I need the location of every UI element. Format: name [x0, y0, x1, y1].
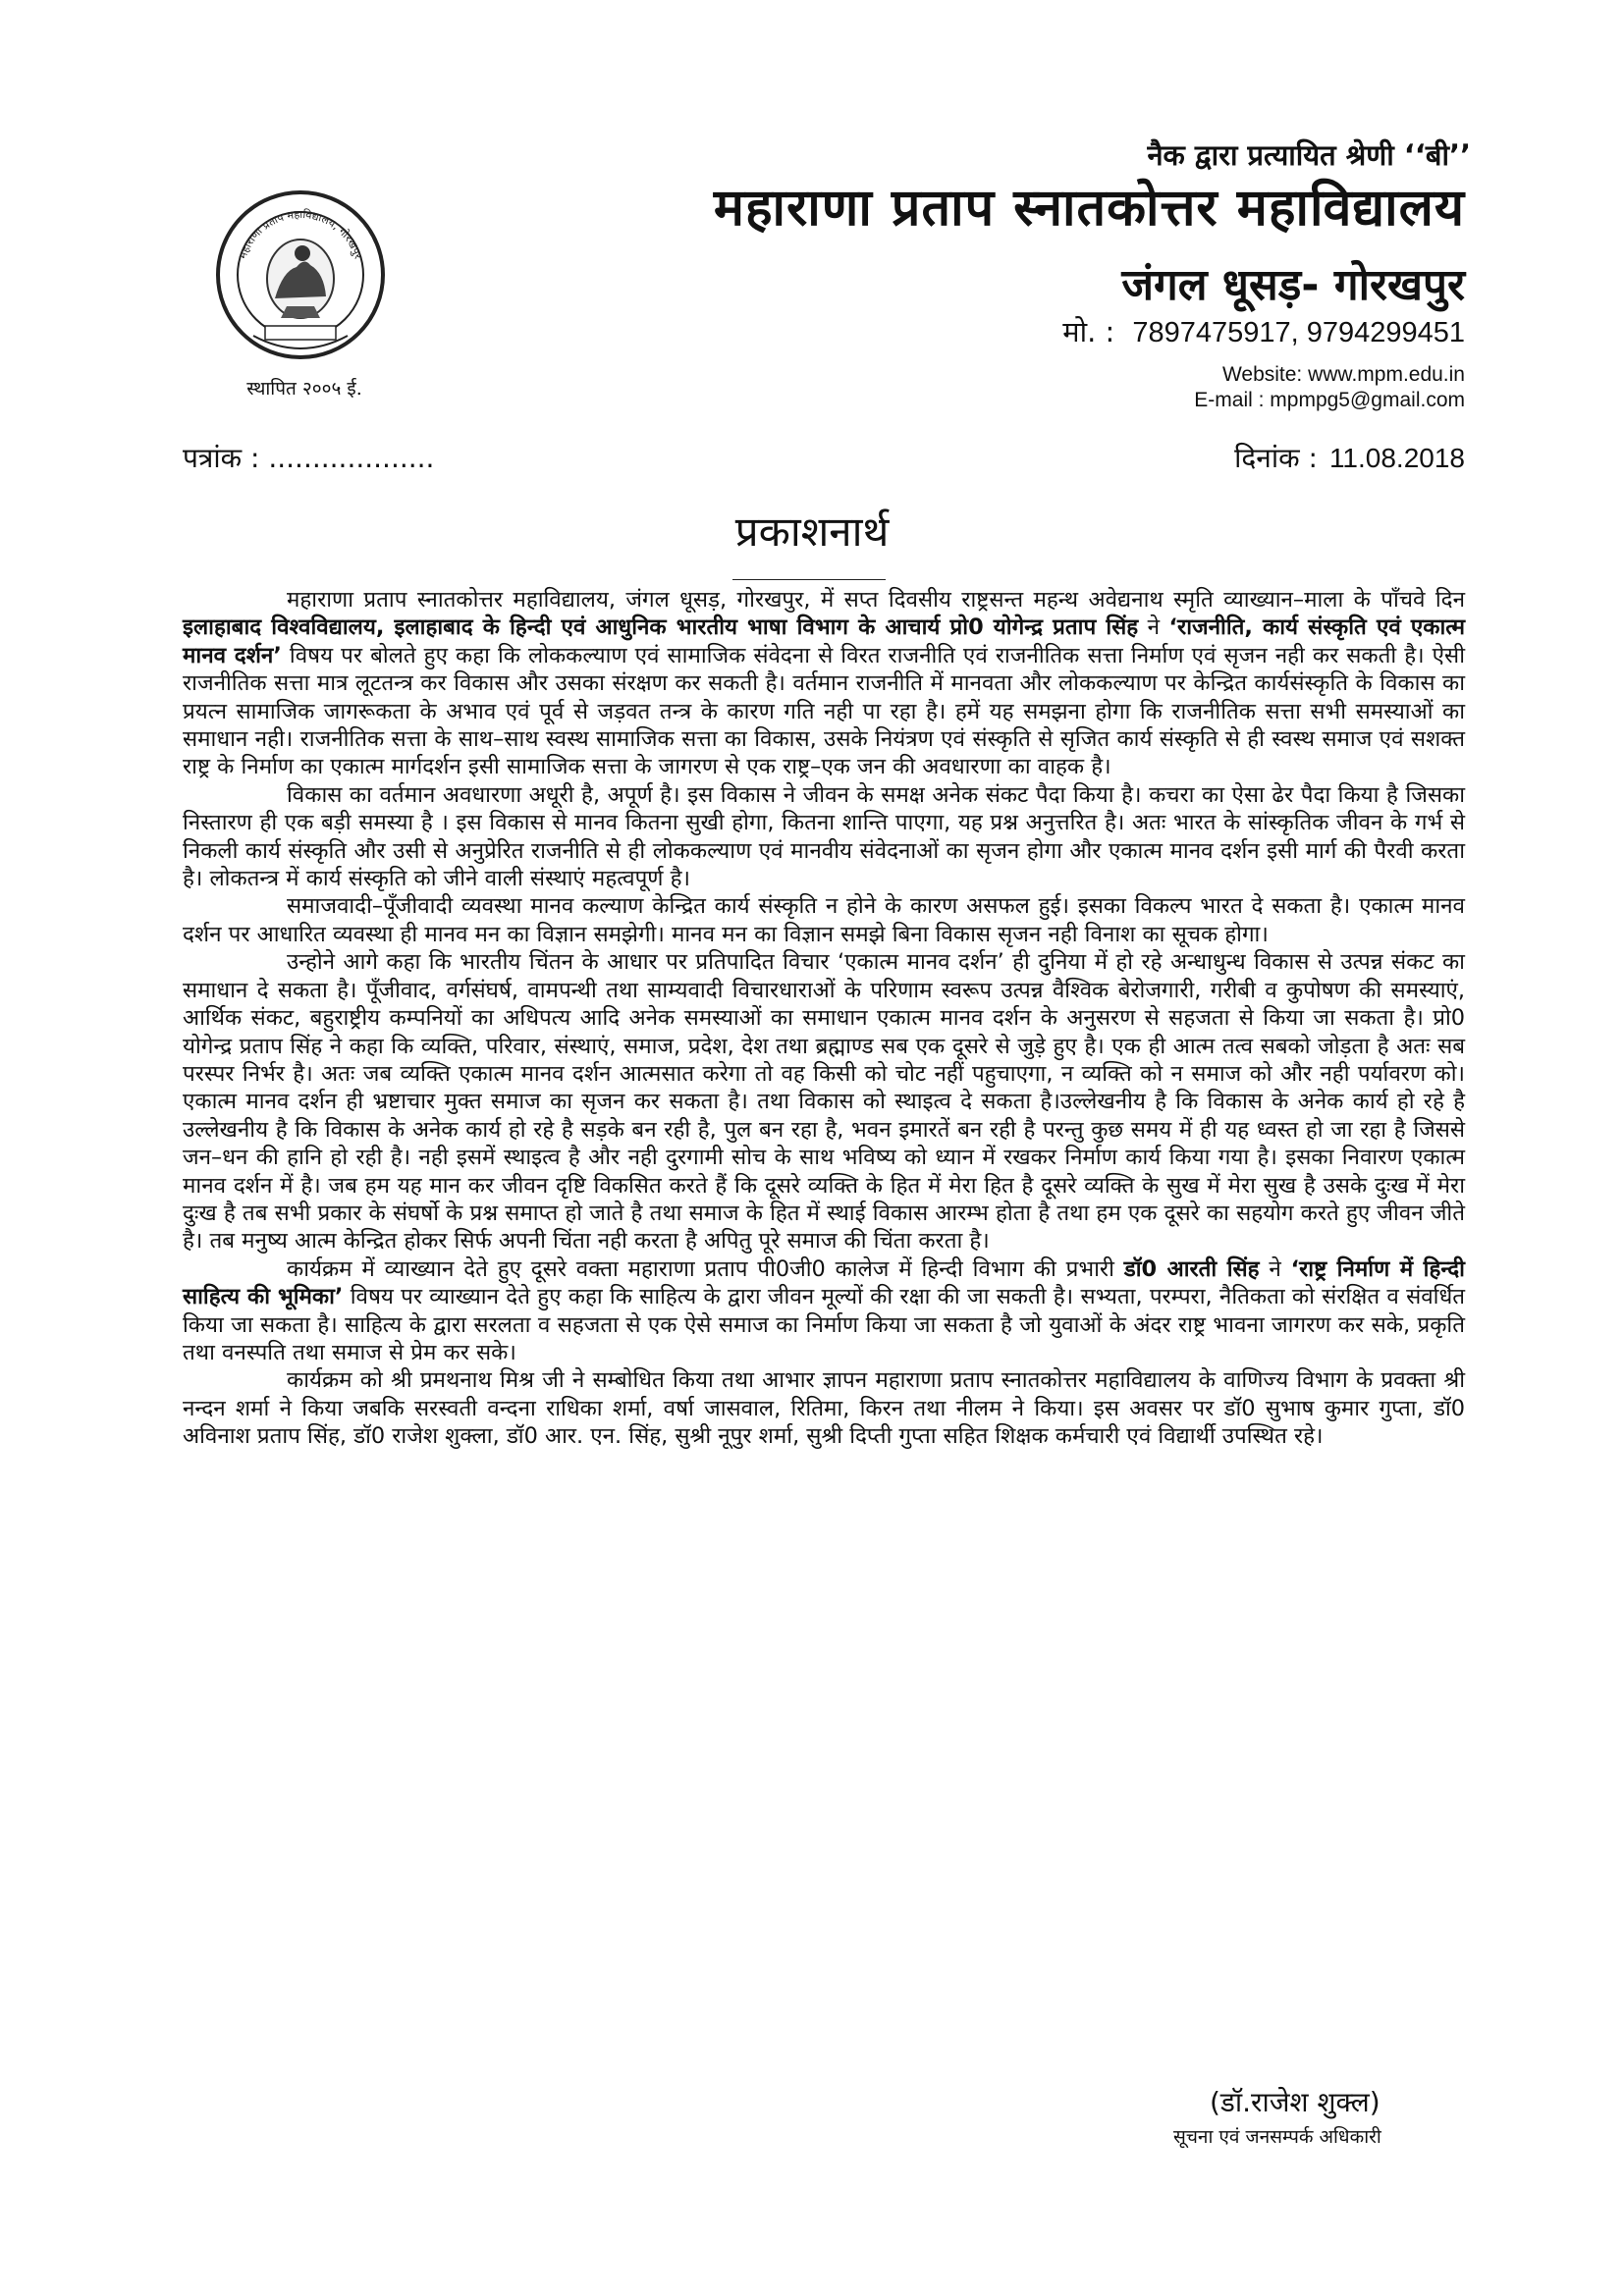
bold-text-run: डॉ0 आरती सिंह: [1123, 1255, 1260, 1282]
accreditation-grade: नैक द्वारा प्रत्यायित श्रेणी ‘‘बी’’: [1147, 138, 1471, 172]
bold-text-run: ‘राजनीति, कार्य संस्कृति एवं एकात्म मानव दर्शन’: [183, 614, 1465, 668]
text-run: ने: [1259, 1255, 1291, 1282]
bold-text-run: इलाहाबाद विश्वविद्यालय, इलाहाबाद के हिन्दी एवं आधुनिक भारतीय भाषा विभाग के आचार्य प्रो0 योगेन्द्र प्रताप सिंह: [183, 614, 1139, 641]
date-label: दिनांक :: [1234, 442, 1318, 474]
press-release-body: [183, 586, 1465, 1451]
signatory-title: सूचना एवं जनसम्पर्क अधिकारी: [1173, 2126, 1381, 2148]
established-year: स्थापित २००५ ई.: [246, 378, 362, 400]
text-run: विषय पर व्याख्यान देते हुए कहा कि साहित्य के द्वारा जीवन मूल्यों की रक्षा की जा सकती है। सभ्यता, परम्परा, नैतिकता को संरक्षित व संवर्धित किया जा सकता है। साहित्य के द्वारा सरलता व सहजता से एक ऐसे समाज का निर्माण किया जा सकता है जो युवाओं के अंदर राष्ट्र भावना जागरण कर सके, प्रकृति तथा वनस्पति तथा समाज से प्रेम कर सके।: [183, 1284, 1465, 1365]
paragraph-4: उन्होने आगे कहा कि भारतीय चिंतन के आधार पर प्रतिपादित विचार ‘एकात्म मानव दर्शन’ ही दुनिया में हो रहे अन्धाधुन्ध विकास से उत्पन्न संकट का समाधान दे सकता है। पूँजीवाद, वर्गसंघर्ष, वामपन्थी तथा साम्यवादी विचारधाराओं के परिणाम स्वरूप उत्पन्न वैश्विक बेरोजगारी, गरीबी व कुपोषण की समस्याएं, आर्थिक संकट, बहुराष्ट्रीय कम्पनियों का अधिपत्य आदि अनेक समस्याओं का समाधान एकात्म मानव दर्शन के अनुसरण से सहजता से किया जा सकता है। प्रो0 योगेन्द्र प्रताप सिंह ने कहा कि व्यक्ति, परिवार, संस्थाएं, समाज, प्रदेश, देश तथा ब्रह्माण्ड सब एक दूसरे से जुड़े हुए है। एक ही आत्म तत्व सबको जोड़ता है अतः सब परस्पर निर्भर है। अतः जब व्यक्ति एकात्म मानव दर्शन आत्मसात करेगा तो वह किसी को चोट नहीं पहुचाएगा, न व्यक्ति को न समाज को और नही पर्यावरण को। एकात्म मानव दर्शन ही भ्रष्टाचार मुक्त समाज का सृजन कर सकता है। तथा विकास को स्थाइत्व दे सकता है।उल्लेखनीय है कि विकास के अनेक कार्य हो रहे है उल्लेखनीय है कि विकास के अनेक कार्य हो रहे है सड़के बन रही है, पुल बन रहा है, भवन इमारतें बन रही है परन्तु कुछ समय में ही यह ध्वस्त हो जा रहा है जिससे जन–धन की हानि हो रही है। नही इसमें स्थाइत्व है और नही दुरगामी सोच के साथ भविष्य को ध्यान में रखकर निर्माण कार्य किया गया है। इसका निवारण एकात्म मानव दर्शन में है। जब हम यह मान कर जीवन दृष्टि विकसित करते हैं कि दूसरे व्यक्ति के हित में मेरा हित है दूसरे व्यक्ति के सुख में मेरा सुख है उसके दुःख में मेरा दुःख है तब सभी प्रकार के संघर्षो के प्रश्न समाप्त हो जाते है तथा समाज के हित में स्थाई विकास आरम्भ होता है तथा हम एक दूसरे का सहयोग करते हुए जीवन जीते है। तब मनुष्य आत्म केन्द्रित होकर सिर्फ अपनी चिंता नही करता है अपितु पूरे समाज की चिंता करता है।: [183, 949, 1466, 1255]
email-link[interactable]: E-mail : mpmpg5@gmail.com: [1194, 389, 1465, 411]
phone-numbers: 7897475917, 9794299451: [1132, 317, 1465, 348]
paragraph-3: समाजवादी–पूँजीवादी व्यवस्था मानव कल्याण केन्द्रित कार्य संस्कृति न होने के कारण असफल हुई। इसका विकल्प भारत दे सकता है। एकात्म मानव दर्शन पर आधारित व्यवस्था ही मानव मन का विज्ञान समझेगी। मानव मन का विज्ञान समझे बिना विकास सृजन नही विनाश का सूचक होगा।: [183, 893, 1465, 947]
text-run: ने: [1138, 614, 1169, 641]
paragraph-1: [183, 586, 1465, 781]
paragraph-6: कार्यक्रम को श्री प्रमथनाथ मिश्र जी ने सम्बोधित किया तथा आभार ज्ञापन महाराणा प्रताप स्नातकोत्तर महाविद्यालय के वाणिज्य विभाग के प्रवक्ता श्री नन्दन शर्मा ने किया जबकि सरस्वती वन्दना राधिका शर्मा, वर्षा जासवाल, रितिमा, किरन तथा नीलम ने किया। इस अवसर पर डॉ0 सुभाष कुमार गुप्ता, डॉ0 अविनाश प्रताप सिंह, डॉ0 राजेश शुक्ला, डॉ0 आर. एन. सिंह, सुश्री नूपुर शर्मा, सुश्री दिप्ती गुप्ता सहित शिक्षक कर्मचारी एवं विद्यार्थी उपस्थित रहे।: [183, 1367, 1465, 1450]
letter-date: [1234, 439, 1465, 476]
heading-underline: [732, 579, 886, 580]
signatory-name: (डॉ.राजेश शुक्ल): [1210, 2086, 1380, 2118]
emblem-motto: महाराणा प्रताप महाविद्यालय, गोरखपुर: [236, 207, 365, 261]
date-value: 11.08.2018: [1328, 443, 1465, 473]
paragraph-2: विकास का वर्तमान अवधारणा अधूरी है, अपूर्ण है। इस विकास ने जीवन के समक्ष अनेक संकट पैदा किया है। कचरा का ऐसा ढेर पैदा किया है जिसका निस्तारण ही एक बड़ी समस्या है । इस विकास से मानव कितना सुखी होगा, कितना शान्ति पाएगा, यह प्रश्न अनुत्तरित है। अतः भारत के सांस्कृतिक जीवन के गर्भ से निकली कार्य संस्कृति और उसी से अनुप्रेरित राजनीति से ही लोककल्याण एवं मानवीय संवेदनाओं का सृजन होगा और एकात्म मानव दर्शन इसी मार्ग की पैरवी करता है। लोकतन्त्र में कार्य संस्कृति को जीने वाली संस्थाएं महत्वपूर्ण है।: [183, 781, 1465, 892]
college-location: जंगल धूसड़- गोरखपुर: [1121, 260, 1465, 310]
college-name: महाराणा प्रताप स्नातकोत्तर महाविद्यालय: [713, 179, 1465, 238]
text-run: कार्यक्रम में व्याख्यान देते हुए दूसरे वक्ता महाराणा प्रताप पी0जी0 कालेज में हिन्दी विभाग की प्रभारी: [287, 1255, 1124, 1282]
phone-line: [1062, 312, 1465, 350]
phone-label: मो. :: [1062, 315, 1115, 348]
page-heading: प्रकाशनार्थ: [734, 507, 890, 556]
reference-number: पत्रांक : ...................: [183, 442, 435, 474]
website-link[interactable]: Website: www.mpm.edu.in: [1221, 363, 1465, 386]
text-run: महाराणा प्रताप स्नातकोत्तर महाविद्यालय, जंगल धूसड़, गोरखपुर, में सप्त दिवसीय राष्ट्रसन्त महन्थ अवेद्यनाथ स्मृति व्याख्यान–माला के पाँचवे दिन: [287, 587, 1465, 613]
text-run: विषय पर बोलते हुए कहा कि लोककल्याण एवं सामाजिक संवेदना से विरत राजनीति एवं राजनीतिक सत्ता निर्माण एवं सृजन नही कर सकती है। ऐसी राजनीतिक सत्ता मात्र लूटतन्त्र कर विकास और उसका संरक्षण कर सकती है। वर्तमान राजनीति में मानवता और लोककल्याण पर केन्द्रित कार्यसंस्कृति के विकास का प्रयत्न सामाजिक जागरूकता के अभाव एवं पूर्व से जड़वत तन्त्र के कारण गति नही पा रहा है। हमें यह समझना होगा कि राजनीतिक सत्ता सभी समस्याओं का समाधान नही। राजनीतिक सत्ता के साथ–साथ स्वस्थ सामाजिक सत्ता का विकास, उसके नियंत्रण एवं संस्कृति से सृजित कार्य संस्कृति से ही स्वस्थ समाज एवं सशक्त राष्ट्र के निर्माण का एकात्म मार्गदर्शन इसी सामाजिक सत्ता के जागरण से एक राष्ट्र–एक जन की अवधारणा का वाहक है।: [183, 642, 1465, 780]
paragraph-5: [183, 1255, 1465, 1367]
bold-text-run: ‘राष्ट्र निर्माण में हिन्दी साहित्य की भूमिका’: [183, 1255, 1465, 1310]
college-seal-emblem-icon: [214, 188, 387, 361]
